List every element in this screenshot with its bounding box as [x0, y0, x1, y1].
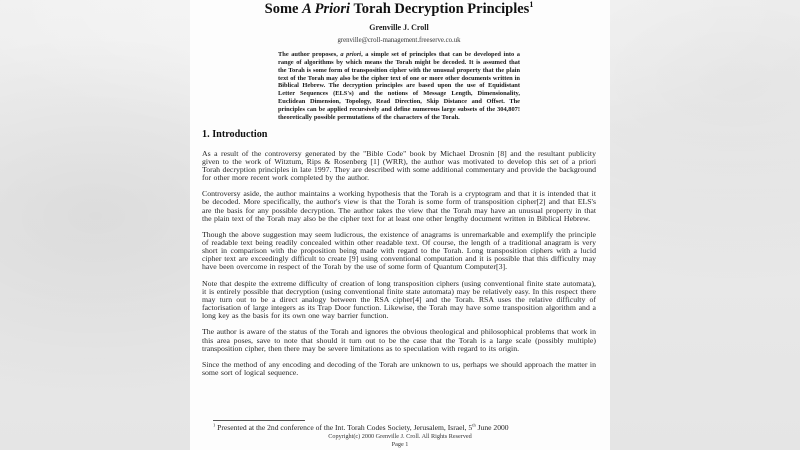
abstract-post: , a simple set of principles that can be developed into a range of algorithms by which means the Torah might be decoded. It is assumed that the Torah is some form of transposition cipher with the unusual property that the plain text of the Torah may also be the cipher text of one or more other documents written in Biblical Hebrew. The decryption principles are based upon the use of Equidistant Letter Sequences (ELS's) and the notions of Message Length, Dimensionality, Euclidean Dimension, Topology, Read Direction, Skip Distance and Offset. The principles can be applied recursively and define numerous large subsets of the 304,807! theoretically possible permutations of the characters of the Torah.	[278, 51, 520, 121]
paper-content	[190, 1, 610, 377]
section-heading-introduction: 1. Introduction	[202, 128, 268, 140]
intro-paragraph-2: Controversy aside, the author maintains a working hypothesis that the Torah is a cryptogram and that it is intended that it be decoded. More specifically, the author's view is that the Torah is some form of transposition cipher[2] and that ELS's are the basis for any possible decryption. The author takes the view that the Torah may have an unusual property in that the plain text of the Torah may also be the cipher text for at least one other lengthy document written in Biblical Hebrew.	[202, 189, 596, 223]
footnote-mark: 1	[213, 422, 216, 428]
intro-paragraph-3: Though the above suggestion may seem ludicrous, the existence of anagrams is unremarkable and exemplify the principle of readable text being readily concealed within other readable text. Of course, the length of a traditional anagram is very short in comparison with the proposition being made with regard to the Torah. Long transposition ciphers with a lucid cipher text are exceedingly difficult to create [9] using conventional computation and it is possible that this difficulty may have been overcome in respect of the Torah by the use of some form of Quantum Computer[3].	[202, 229, 596, 272]
abstract-italic: a priori	[340, 51, 362, 58]
intro-paragraph-4: Note that despite the extreme difficulty of creation of long transposition ciphers (using conventional finite state automata), it is entirely possible that decryption (using conventional finite state automata) may be relatively easy. In this respect there may turn out to be a direct analogy between the RSA cipher[4] and the Torah. RSA uses the relative difficulty of factorisation of large integers as its Trap Door function. Likewise, the Torah may have some transposition algorithm and a long key as the basis for its own one way barrier function.	[202, 278, 596, 321]
paper-page	[190, 0, 610, 450]
copyright-line: Copyright(c) 2000 Grenville J. Croll. All Rights Reserved	[328, 433, 472, 440]
abstract-pre: The author proposes,	[278, 51, 341, 58]
footnote-post: June 2000	[475, 423, 509, 432]
paper-title	[202, 1, 596, 17]
author-name: Grenville J. Croll	[369, 23, 429, 32]
footnote-pre: Presented at the 2nd conference of the Int. Torah Codes Society, Jerusalem, Israel, 5	[215, 423, 473, 432]
footnote-text	[213, 423, 596, 432]
title-text-pre: Some	[264, 1, 303, 17]
intro-paragraph-6: Since the method of any encoding and decoding of the Torah are unknown to us, perhaps we should approach the matter in some sort of logical sequence.	[202, 359, 596, 378]
intro-paragraph-1: As a result of the controversy generated by the "Bible Code" book by Michael Drosnin [8] and the resultant publicity given to the work of Witztum, Rips & Rosenberg [1] (WRR), the author was motivated to develop this set of a priori Torah decryption principles in late 1997. They are described with some additional commentary and provide the background for other more recent work completed by the author.	[202, 148, 596, 183]
footnote-divider	[213, 420, 305, 421]
title-text-post: Torah Decryption Principles	[350, 1, 530, 17]
title-text-italic: A Priori	[302, 1, 351, 17]
title-footnote-mark: 1	[529, 0, 534, 10]
author-email: grenville@croll-management.freeserve.co.uk	[337, 37, 461, 44]
page-footer	[190, 420, 610, 450]
abstract	[278, 51, 520, 122]
intro-paragraph-5: The author is aware of the status of the Torah and ignores the obvious theological and philosophical problems that work in this area poses, save to note that should it turn out to be the case that the Torah is a large scale (possibly multiple) transposition cipher, then there may be severe limitations as to speculation with regard to its origin.	[202, 327, 596, 353]
footnote-ordinal-sup: th	[472, 422, 476, 428]
page-number: Page 1	[391, 441, 409, 448]
